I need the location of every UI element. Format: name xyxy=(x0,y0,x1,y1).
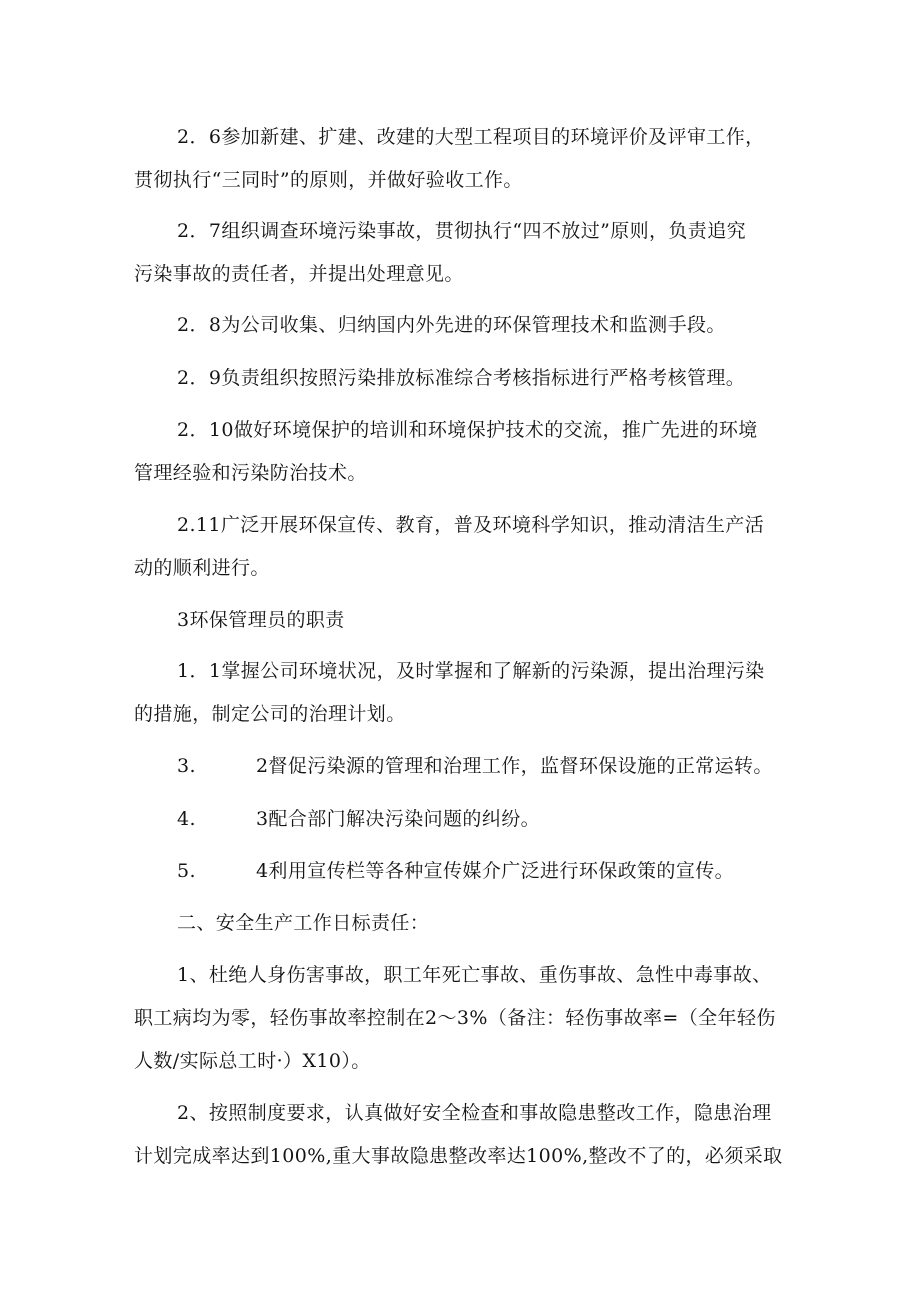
numbered-item-3-number: 3. xyxy=(177,755,196,777)
paragraph-safety-1-line-3: 人数/实际总工时·）X10）。 xyxy=(134,1050,371,1072)
paragraph-2-8: 2．8为公司收集、归纳国内外先进的环保管理技术和监测手段。 xyxy=(177,314,726,336)
paragraph-2-10-line-2: 管理经验和污染防治技术。 xyxy=(134,462,367,484)
numbered-item-3 xyxy=(177,752,773,780)
paragraph-safety-2-line-1: 2、按照制度要求，认真做好安全检查和事故隐患整改工作，隐患治理 xyxy=(177,1102,772,1124)
paragraph-2-6-line-1: 2．6参加新建、扩建、改建的大型工程项目的环境评价及评审工作， xyxy=(177,126,765,148)
paragraph-safety-1-line-1: 1、杜绝人身伤害事故，职工年死亡事故、重伤事故、急性中毒事故、 xyxy=(177,964,772,986)
paragraph-2-7-line-1: 2．7组织调查环境污染事故，贯彻执行“四不放过”原则，负责追究 xyxy=(177,220,747,242)
paragraph-2-10-line-1: 2．10做好环境保护的培训和环境保护技术的交流，推广先进的环境 xyxy=(177,419,758,441)
paragraph-2-6-line-2: 贯彻执行“三同时”的原则，并做好验收工作。 xyxy=(134,169,523,191)
numbered-item-4 xyxy=(177,805,540,833)
paragraph-safety-1-line-2: 职工病均为零，轻伤事故率控制在2～3%（备注：轻伤事故率=（全年轻伤 xyxy=(134,1007,776,1029)
numbered-item-5-text: 4利用宣传栏等各种宣传媒介广泛进行环保政策的宣传。 xyxy=(255,860,735,882)
numbered-item-3-text: 2督促污染源的管理和治理工作，监督环保设施的正常运转。 xyxy=(255,755,773,777)
paragraph-1-1-line-2: 的措施，制定公司的治理计划。 xyxy=(134,703,406,725)
paragraph-2-11-line-2: 动的顺利进行。 xyxy=(134,557,270,579)
paragraph-2-9: 2．9负责组织按照污染排放标准综合考核指标进行严格考核管理。 xyxy=(177,367,746,389)
paragraph-2-11-line-1: 2.11广泛开展环保宣传、教育，普及环境科学知识，推动清洁生产活 xyxy=(177,514,765,536)
section-heading-3: 3环保管理员的职责 xyxy=(177,609,345,631)
numbered-item-4-number: 4. xyxy=(177,808,196,830)
section-heading-2: 二、安全生产工作日标责任： xyxy=(177,912,430,934)
paragraph-safety-2-line-2: 计划完成率达到100%,重大事故隐患整改率达100%,整改不了的，必须采取 xyxy=(134,1145,783,1167)
numbered-item-4-text: 3配合部门解决污染问题的纠纷。 xyxy=(255,808,541,830)
numbered-item-5 xyxy=(177,857,734,885)
numbered-item-5-number: 5. xyxy=(177,860,196,882)
paragraph-1-1-line-1: 1．1掌握公司环境状况，及时掌握和了解新的污染源，提出治理污染 xyxy=(177,660,765,682)
paragraph-2-7-line-2: 污染事故的责任者，并提出处理意见。 xyxy=(134,263,464,285)
